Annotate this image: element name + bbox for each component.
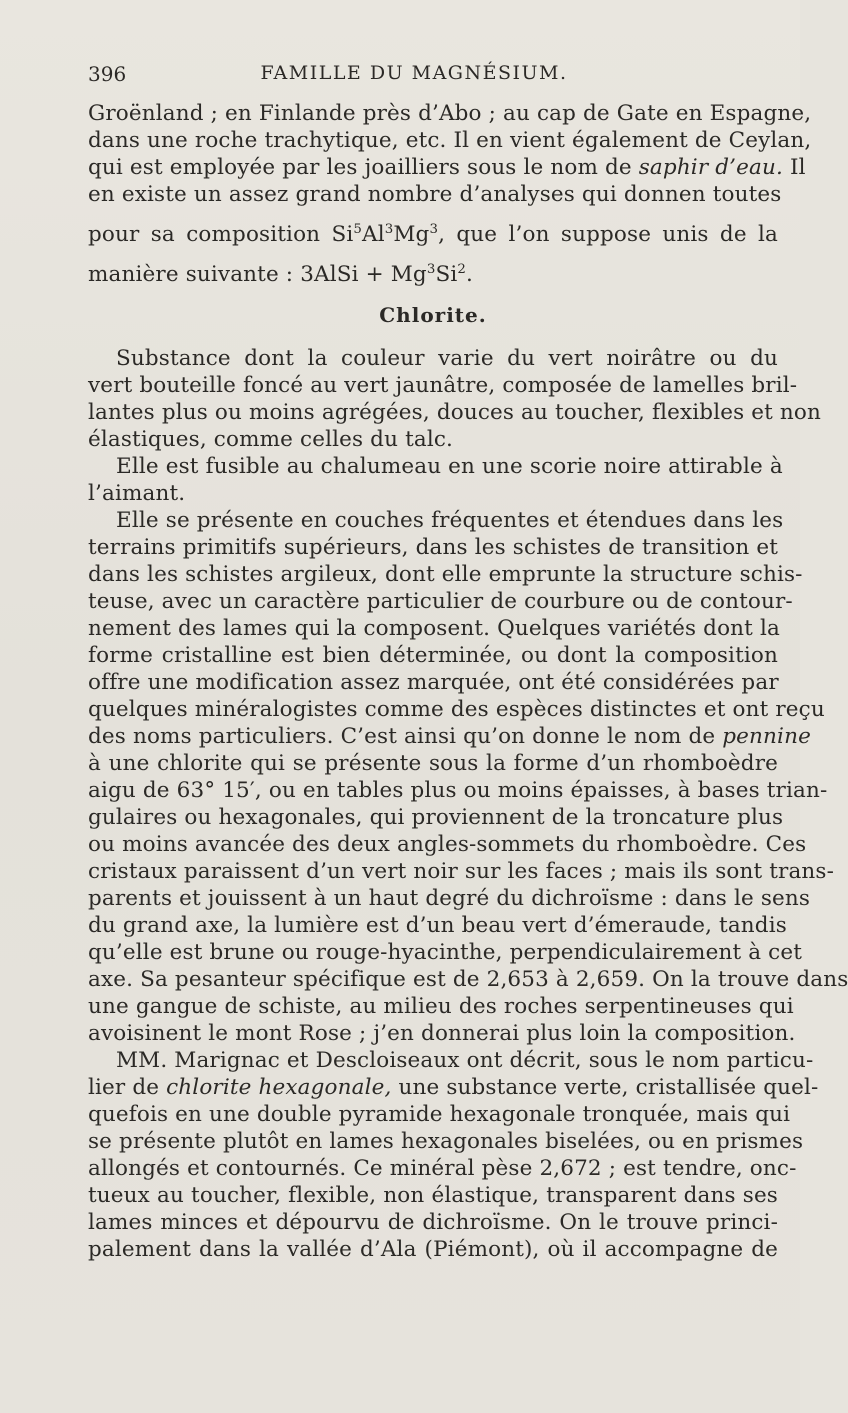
page-header [88,62,740,90]
text-line: parents et jouissent à un haut degré du dichroïsme : dans le sens [88,886,811,911]
text-line: teuse, avec un caractère particulier de courbure ou de contour- [88,589,793,614]
formula-line: pour sa composition Si$^5$Al$^3$Mg$^3$, que l’on suppose unis de la [88,222,778,247]
chemical-formula: 3AlSi + $Mg^3Si^2$ [300,262,467,287]
paragraph-intro [88,100,812,288]
text-line: vert bouteille foncé au vert jaunâtre, composée de lamelles bril- [88,373,798,398]
text-line: dans les schistes argileux, dont elle emprunte la structure schis- [88,562,803,587]
text-line: nement des lames qui la composent. Quelques variétés dont la [88,616,780,641]
italic-term: chlorite hexagonale, [166,1075,392,1100]
body-text [88,100,848,1263]
text-line: aigu de 63° 15′, ou en tables plus ou moins épaisses, à bases trian- [88,778,828,803]
text-line: ou moins avancée des deux angles-sommets du rhomboèdre. Ces [88,832,807,857]
text-line: palement dans la vallée d’Ala (Piémont), où il accompagne de [88,1237,778,1262]
text-line: à une chlorite qui se présente sous la forme d’un rhomboèdre [88,751,778,776]
text-line: Elle se présente en couches fréquentes et étendues dans les [116,508,784,533]
text-line: quelques minéralogistes comme des espèces distinctes et ont reçu [88,697,825,722]
text-line: cristaux paraissent d’un vert noir sur les faces ; mais ils sont trans- [88,859,835,884]
text-line: des noms particuliers. C’est ainsi qu’on donne le nom de pennine [88,724,811,749]
text-line: gulaires ou hexagonales, qui proviennent de la troncature plus [88,805,784,830]
paragraph-occurrence [88,507,848,1047]
text-line: élastiques, comme celles du talc. [88,427,454,452]
formula-line: manière suivante : 3AlSi + $Mg^3Si^2$. [88,262,474,287]
text-line: lames minces et dépourvu de dichroïsme. On le trouve princi- [88,1210,778,1235]
text-line: quefois en une double pyramide hexagonale tronquée, mais qui [88,1102,791,1127]
text-line: Elle est fusible au chalumeau en une scorie noire attirable à [116,454,783,479]
text-line: qu’elle est brune ou rouge-hyacinthe, perpendiculairement à cet [88,940,803,965]
paragraph-fusibility [88,453,783,507]
text-line: MM. Marignac et Descloiseaux ont décrit, sous le nom particu- [116,1048,814,1073]
text-line: allongés et contournés. Ce minéral pèse 2,672 ; est tendre, onc- [88,1156,797,1181]
running-head: FAMILLE DU MAGNÉSIUM. [260,62,568,84]
text-line: l’aimant. [88,481,186,506]
text-line: axe. Sa pesanteur spécifique est de 2,653 à 2,659. On la trouve dans [88,967,848,992]
text-line: offre une modification assez marquée, ont été considérées par [88,670,779,695]
section-heading: Chlorite. [379,303,487,327]
text-line: se présente plutôt en lames hexagonales biselées, ou en prismes [88,1129,804,1154]
italic-term: pennine [722,724,811,749]
text-line: Substance dont la couleur varie du vert noirâtre ou du [116,346,778,371]
text-line: lantes plus ou moins agrégées, douces au toucher, flexibles et non [88,400,822,425]
page-number: 396 [88,62,127,86]
text-line: dans une roche trachytique, etc. Il en vient également de Ceylan, [88,128,812,153]
text-line: en existe un assez grand nombre d’analyses qui donnen toutes [88,182,782,207]
text-line: tueux au toucher, flexible, non élastique, transparent dans ses [88,1183,778,1208]
paragraph-description [88,345,822,453]
chemical-formula: Si$^5$Al$^3$Mg$^3$ [331,222,439,247]
text-line: lier de chlorite hexagonale, une substance verte, cristallisée quel- [88,1075,819,1100]
text-line: avoisinent le mont Rose ; j’en donnerai plus loin la composition. [88,1021,796,1046]
text-line: qui est employée par les joailliers sous le nom de saphir d’eau. Il [88,155,806,180]
text-line: Groënland ; en Finlande près d’Abo ; au cap de Gate en Espagne, [88,101,812,126]
text-line: forme cristalline est bien déterminée, ou dont la composition [88,643,778,668]
italic-term: saphir d’eau. [638,155,783,180]
text-line: une gangue de schiste, au milieu des roches serpentineuses qui [88,994,794,1019]
paragraph-hexagonal-chlorite [88,1047,819,1263]
text-line: du grand axe, la lumière est d’un beau vert d’émeraude, tandis [88,913,787,938]
text-line: terrains primitifs supérieurs, dans les schistes de transition et [88,535,778,560]
